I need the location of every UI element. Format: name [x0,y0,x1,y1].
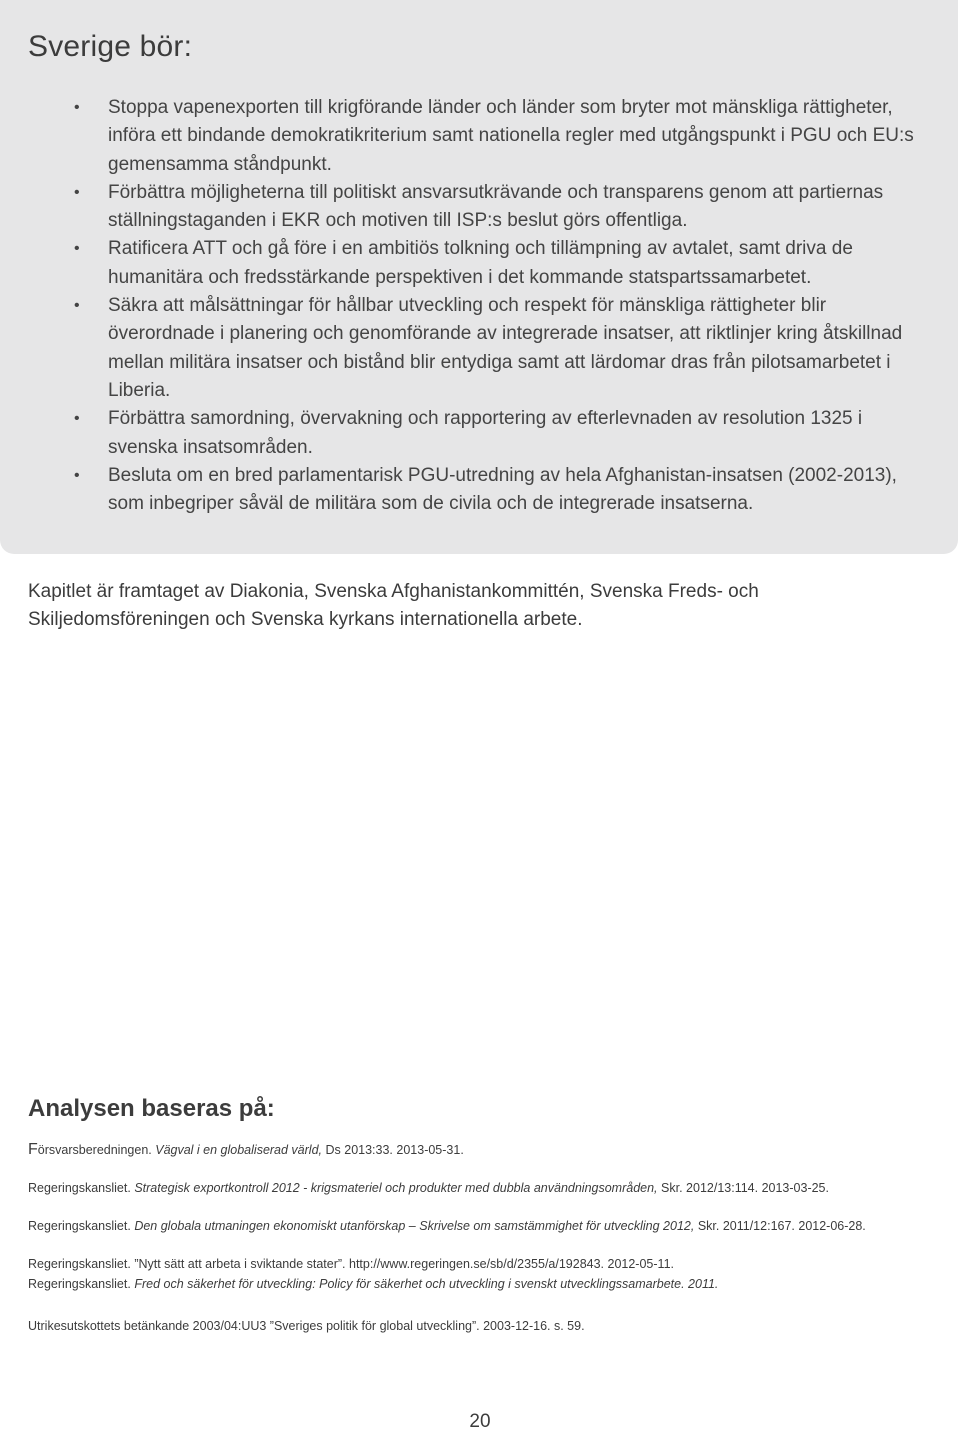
bullet-icon: • [74,183,80,201]
analysis-title: Analysen baseras på: [28,1095,275,1122]
bullet-icon: • [74,99,80,116]
recommendations-list [0,94,958,518]
chapter-credit: Kapitlet är framtaget av Diakonia, Svenska Afghanistankommittén, Svenska Freds- och Skiljedomsföreningen och Svenska kyrkans internationella arbete. [28,581,759,630]
reference-item: Regeringskansliet. ”Nytt sätt att arbeta i sviktande stater”. http://www.regeringen.se/sb/d/2355/a/192843. 2012-05-11. [28,1257,674,1271]
recommendations-box [0,0,958,554]
bullet-icon: • [74,410,80,428]
page-number: 20 [469,1411,491,1432]
reference-item: Regeringskansliet. Fred och säkerhet för utveckling: Policy för säkerhet och utveckling i svenskt utvecklingssamarbete. 2011. [28,1277,719,1291]
recommendation-item: • Förbättra möjligheterna till politiskt ansvarsutkrävande och transparens genom att partiernas ställningstaganden i EKR och motiven till ISP:s beslut görs offentliga. [0,179,958,236]
bullet-icon: • [74,466,80,484]
reference-item: Regeringskansliet. Den globala utmaningen ekonomiskt utanförskap – Skrivelse om samstämmighet för utveckling 2012, Skr. 2011/12:167. 2012-06-28. [28,1219,866,1233]
bullet-icon: • [74,240,80,258]
recommendation-item: • Ratificera ATT och gå före i en ambitiös tolkning och tillämpning av avtalet, samt driva de humanitära och fredsstärkande perspektiven i det kommande statspartssamarbetet. [0,235,958,292]
reference-item: Regeringskansliet. Strategisk exportkontroll 2012 - krigsmateriel och produkter med dubbla användningsområden, Skr. 2012/13:114. 2013-03-25. [28,1181,829,1195]
recommendation-item: • Säkra att målsättningar för hållbar utveckling och respekt för mänskliga rättigheter blir överordnade i planering och genomförande av integrerade insatser, att riktlinjer kring åtskillnad mellan militära insatser och bistånd blir entydiga samt att lärdomar dras från pilotsamarbetet i Liberia. [0,292,958,405]
recommendation-item: • Förbättra samordning, övervakning och rapportering av efterlevnaden av resolution 1325 i svenska insatsområden. [0,405,958,462]
reference-list [28,1140,948,1336]
reference-item: Försvarsberedningen. Vägval i en globaliserad värld, Ds 2013:33. 2013-05-31. [28,1141,464,1158]
recommendations-title: Sverige bör: [28,30,193,63]
recommendation-item: • Besluta om en bred parlamentarisk PGU-utredning av hela Afghanistan-insatsen (2002-2013), som inbegriper såväl de militära som de civila och de integrerade insatserna. [0,462,958,519]
bullet-icon: • [74,297,80,315]
recommendation-item: • Stoppa vapenexporten till krigförande länder och länder som bryter mot mänskliga rättigheter, införa ett bindande demokratikriterium samt nationella regler med utgångspunkt i PGU och EU:s gemensamma ståndpunkt. [0,94,958,179]
reference-item: Utrikesutskottets betänkande 2003/04:UU3 ”Sveriges politik för global utveckling”. 2003-12-16. s. 59. [28,1319,585,1333]
